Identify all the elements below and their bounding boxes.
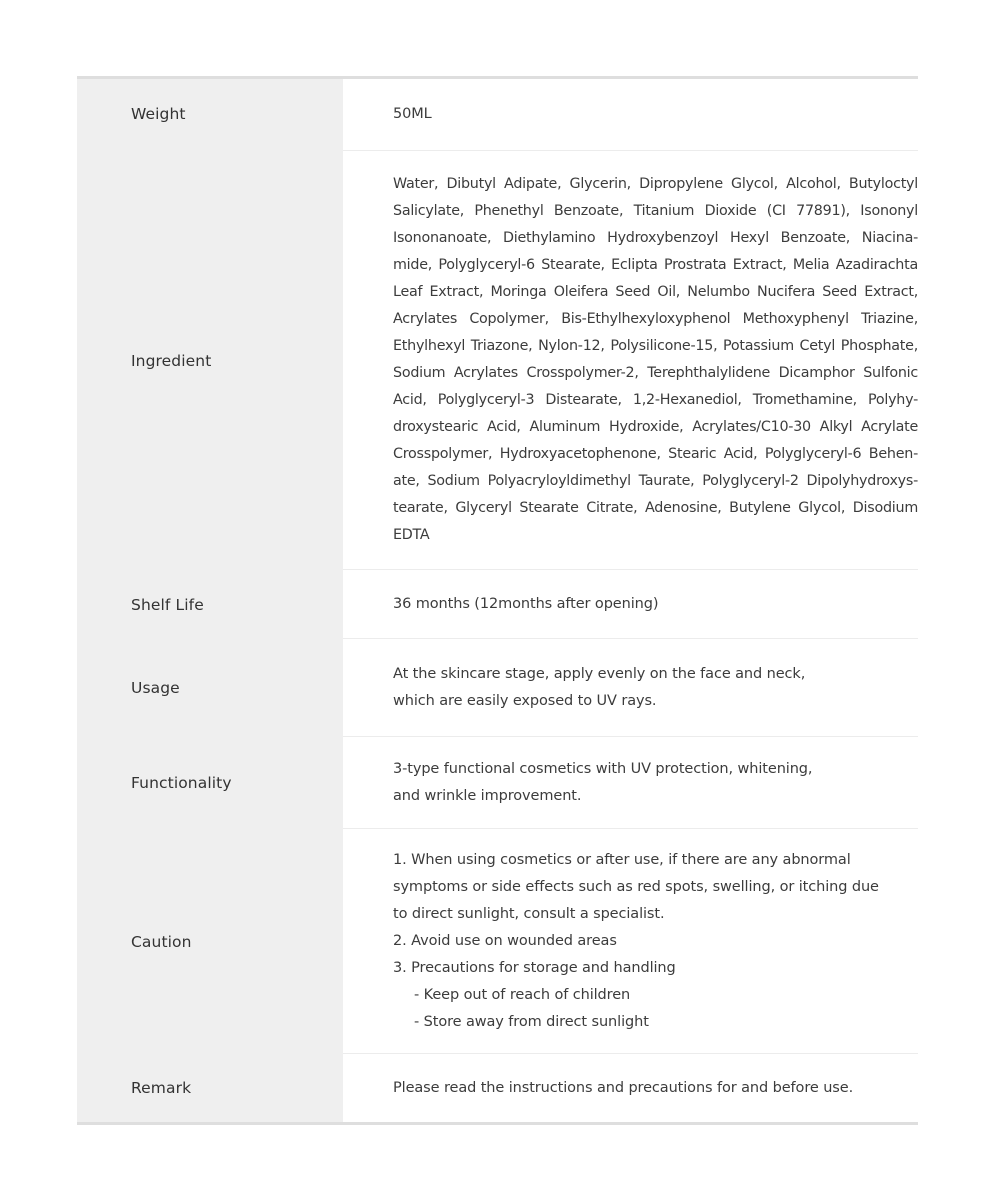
spec-row-ingredient [77, 151, 918, 570]
spec-label-caution: Caution [77, 829, 343, 1054]
spec-row-functionality [77, 737, 918, 829]
spec-row-weight [77, 79, 918, 151]
spec-row-caution [77, 829, 918, 1054]
spec-label-weight: Weight [77, 79, 343, 151]
spec-value-usage: At the skincare stage, apply evenly on the face and neck, which are easily exposed to UV rays. [393, 665, 806, 709]
spec-label-functionality: Functionality [77, 737, 343, 829]
caution-list [393, 847, 918, 1036]
spec-value-functionality: 3-type functional cosmetics with UV protection, whitening, and wrinkle improvement. [393, 760, 813, 804]
caution-item: 2. Avoid use on wounded areas [393, 932, 617, 949]
spec-value-cell-weight [343, 79, 918, 151]
spec-value-cell-shelf-life [343, 570, 918, 639]
spec-value-cell-functionality [343, 737, 918, 829]
caution-sub-item: - Store away from direct sunlight [414, 1013, 649, 1030]
spec-value-cell-usage [343, 639, 918, 737]
spec-row-remark [77, 1054, 918, 1122]
spec-value-cell-caution [343, 829, 918, 1054]
spec-value-shelf-life: 36 months (12months after opening) [393, 595, 659, 612]
spec-value-weight: 50ML [393, 106, 432, 122]
spec-label-usage: Usage [77, 639, 343, 737]
spec-row-shelf-life [77, 570, 918, 639]
caution-item: 3. Precautions for storage and handling [393, 959, 676, 976]
caution-sub-item: - Keep out of reach of children [414, 986, 631, 1003]
spec-label-ingredient: Ingredient [77, 151, 343, 570]
product-spec-table [77, 76, 918, 1125]
spec-value-cell-ingredient [343, 151, 918, 570]
spec-value-ingredient: Water, Dibutyl Adipate, Glycerin, Dipropylene Glycol, Alcohol, Butyloctyl Salicylate, Phenethyl Benzoate, Titanium Dioxide (CI 77891), Isononyl Isononanoate, Diethylamino Hydroxybenzoyl Hexyl Benzoate, Niacina-mide, Polyglyceryl-6 Stearate, Eclipta Prostrata Extract, Melia Azadirachta Leaf Extract, Moringa Oleifera Seed Oil, Nelumbo Nucifera Seed Extract, Acrylates Copolymer, Bis-Ethylhexyloxyphenol Methoxyphenyl Triazine, Ethylhexyl Triazone, Nylon-12, Polysilicone-15, Potassium Cetyl Phosphate, Sodium Acrylates Crosspolymer-2, Terephthalylidene Dicamphor Sulfonic Acid, Polyglyceryl-3 Distearate, 1,2-Hexanediol, Tromethamine, Polyhy-droxystearic Acid, Aluminum Hydroxide, Acrylates/C10-30 Alkyl Acrylate Crosspolymer, Hydroxyacetophenone, Stearic Acid, Polyglyceryl-6 Behen-ate, Sodium Polyacryloyldimethyl Taurate, Polyglyceryl-2 Dipolyhydroxys-tearate, Glyceryl Stearate Citrate, Adenosine, Butylene Glycol, Disodium EDTA [393, 176, 918, 543]
caution-item: 1. When using cosmetics or after use, if there are any abnormal symptoms or side effects such as red spots, swelling, or itching due to direct sunlight, consult a specialist. [393, 851, 879, 922]
spec-row-usage [77, 639, 918, 737]
spec-value-cell-remark [343, 1054, 918, 1122]
spec-value-remark: Please read the instructions and precautions for and before use. [393, 1079, 854, 1096]
spec-label-shelf-life: Shelf Life [77, 570, 343, 639]
spec-label-remark: Remark [77, 1054, 343, 1122]
